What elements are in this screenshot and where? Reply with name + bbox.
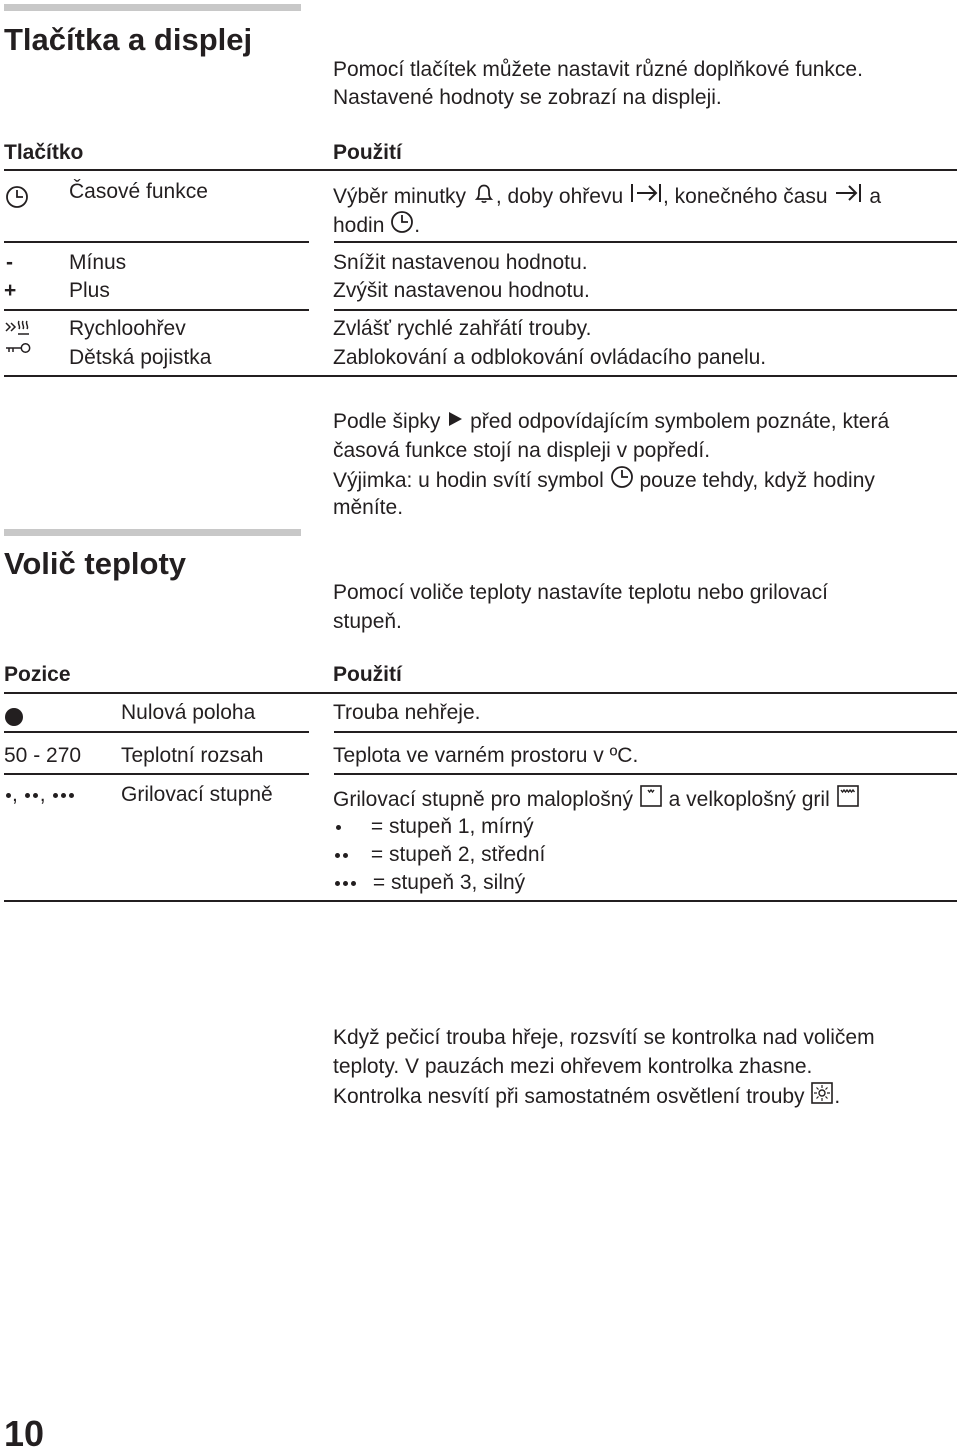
indicator-note-line-3 [333, 1081, 840, 1114]
row-rule-left [4, 241, 309, 243]
column-header-use: Použití [333, 141, 402, 164]
grill-separator: , [12, 783, 18, 806]
button-label-time-functions: Časové funkce [69, 180, 208, 203]
arrow-right-icon [446, 408, 464, 437]
position-label-grill: Grilovací stupně [121, 783, 273, 806]
intro-line-1: Pomocí tlačítek můžete nastavit různé doplňkové funkce. [333, 58, 863, 81]
small-grill-icon [639, 784, 663, 817]
column-header-use: Použití [333, 663, 402, 686]
use-grill-text-b: a velkoplošný gril [668, 787, 830, 811]
note-text-1a: Podle šipky [333, 410, 441, 433]
use-time-functions [333, 181, 881, 214]
note-line-1 [333, 408, 889, 437]
minus-symbol: - [6, 251, 13, 274]
grill-level-dot [61, 793, 66, 798]
clock-icon [610, 465, 634, 498]
grill-level-3-text: = stupeň 3, silný [372, 871, 526, 894]
use-range: Teplota ve varném prostoru v ºC. [333, 744, 639, 767]
use-zero: Trouba nehřeje. [333, 701, 481, 724]
grill-level-dot [343, 881, 348, 886]
row-rule-left [4, 773, 309, 775]
grill-positions [4, 781, 75, 810]
note-text-3a: Výjimka: u hodin svítí symbol [333, 468, 604, 492]
grill-separator: , [39, 783, 46, 806]
grill-level-dot [335, 853, 340, 858]
use-plus: Zvýšit nastavenou hodnotu. [333, 279, 590, 302]
duration-icon [629, 181, 663, 214]
use-time-text-b: , doby ohřevu [495, 184, 624, 208]
position-label-zero: Nulová poloha [121, 701, 256, 724]
temp-intro-line-2: stupeň. [333, 610, 402, 633]
use-child-lock: Zablokování a odblokování ovládacího panelu. [333, 346, 767, 369]
indicator-note-line-1: Když pečicí trouba hřeje, rozsvítí se kontrolka nad voličem [333, 1026, 875, 1049]
table-rule [4, 900, 957, 902]
grill-level-dot [69, 793, 74, 798]
note-line-4: měníte. [333, 496, 404, 519]
indicator-note-text-3b: . [834, 1084, 841, 1108]
note-line-2: časová funkce stojí na displeji v popředí. [333, 439, 711, 462]
grill-level-dot [335, 881, 340, 886]
use-quick-heat: Zvlášť rychlé zahřátí trouby. [333, 317, 592, 340]
button-label-quick-heat: Rychloohřev [69, 317, 186, 340]
position-label-range: Teplotní rozsah [121, 744, 264, 767]
column-header-button: Tlačítko [4, 141, 84, 164]
grill-level-dot [336, 825, 341, 830]
column-header-position: Pozice [4, 663, 71, 686]
use-time-functions-line2 [333, 210, 420, 243]
grill-level-dot [351, 881, 356, 886]
bell-icon [472, 181, 496, 214]
section-heading-temperature-selector: Volič teploty [4, 546, 187, 581]
row-rule-right [334, 773, 957, 775]
use-time-text-a: Výběr minutky [333, 184, 467, 208]
indicator-note-text-3a: Kontrolka nesvítí při samostatném osvětlení trouby [333, 1084, 805, 1108]
table-rule [4, 692, 957, 694]
key-icon [4, 336, 32, 365]
row-rule-left [4, 309, 309, 311]
page-number: 10 [4, 1413, 45, 1454]
use-time-text-f: . [414, 213, 421, 237]
note-text-3b: pouze tehdy, když hodiny [639, 468, 875, 492]
end-time-icon [833, 181, 863, 214]
grill-level-2 [333, 841, 545, 870]
temp-intro-line-1: Pomocí voliče teploty nastavíte teplotu nebo grilovací [333, 581, 828, 604]
grill-level-3 [333, 869, 525, 898]
indicator-note-line-2: teploty. V pauzách mezi ohřevem kontrolka zhasne. [333, 1055, 813, 1078]
section-heading-buttons-display: Tlačítka a displej [4, 22, 253, 57]
oven-light-icon [810, 1081, 834, 1114]
grill-level-dot [53, 793, 58, 798]
row-rule-right [334, 241, 957, 243]
clock-icon [390, 210, 414, 243]
grill-level-dot [25, 793, 30, 798]
large-grill-icon [836, 784, 860, 817]
row-rule-right [334, 309, 957, 311]
position-range-value: 50 - 270 [4, 744, 82, 767]
use-minus: Snížit nastavenou hodnotu. [333, 251, 588, 274]
row-rule-left [4, 731, 309, 733]
use-grill-text-a: Grilovací stupně pro maloplošný [333, 787, 633, 811]
grill-level-dot [343, 853, 348, 858]
use-time-text-c: , konečného času [663, 184, 828, 208]
section-divider-bar [4, 529, 301, 536]
section-divider-bar [4, 4, 301, 11]
button-label-minus: Mínus [69, 251, 127, 274]
plus-symbol: + [4, 279, 17, 302]
table-rule [4, 169, 957, 171]
intro-line-2: Nastavené hodnoty se zobrazí na displeji. [333, 86, 722, 109]
grill-level-1-text: = stupeň 1, mírný [370, 815, 534, 838]
use-time-text-e: hodin [333, 213, 385, 237]
use-time-text-d: a [869, 184, 881, 208]
button-label-plus: Plus [69, 279, 110, 302]
note-text-1b: před odpovídajícím symbolem poznáte, která [470, 410, 890, 433]
grill-level-2-text: = stupeň 2, střední [370, 843, 546, 866]
grill-level-dot [33, 793, 38, 798]
table-rule [4, 375, 957, 377]
row-rule-right [334, 731, 957, 733]
button-label-child-lock: Dětská pojistka [69, 346, 212, 369]
clock-icon [5, 185, 29, 218]
grill-level-1 [333, 813, 534, 842]
note-line-3 [333, 465, 875, 498]
grill-level-dot [6, 793, 11, 798]
use-grill [333, 784, 860, 817]
